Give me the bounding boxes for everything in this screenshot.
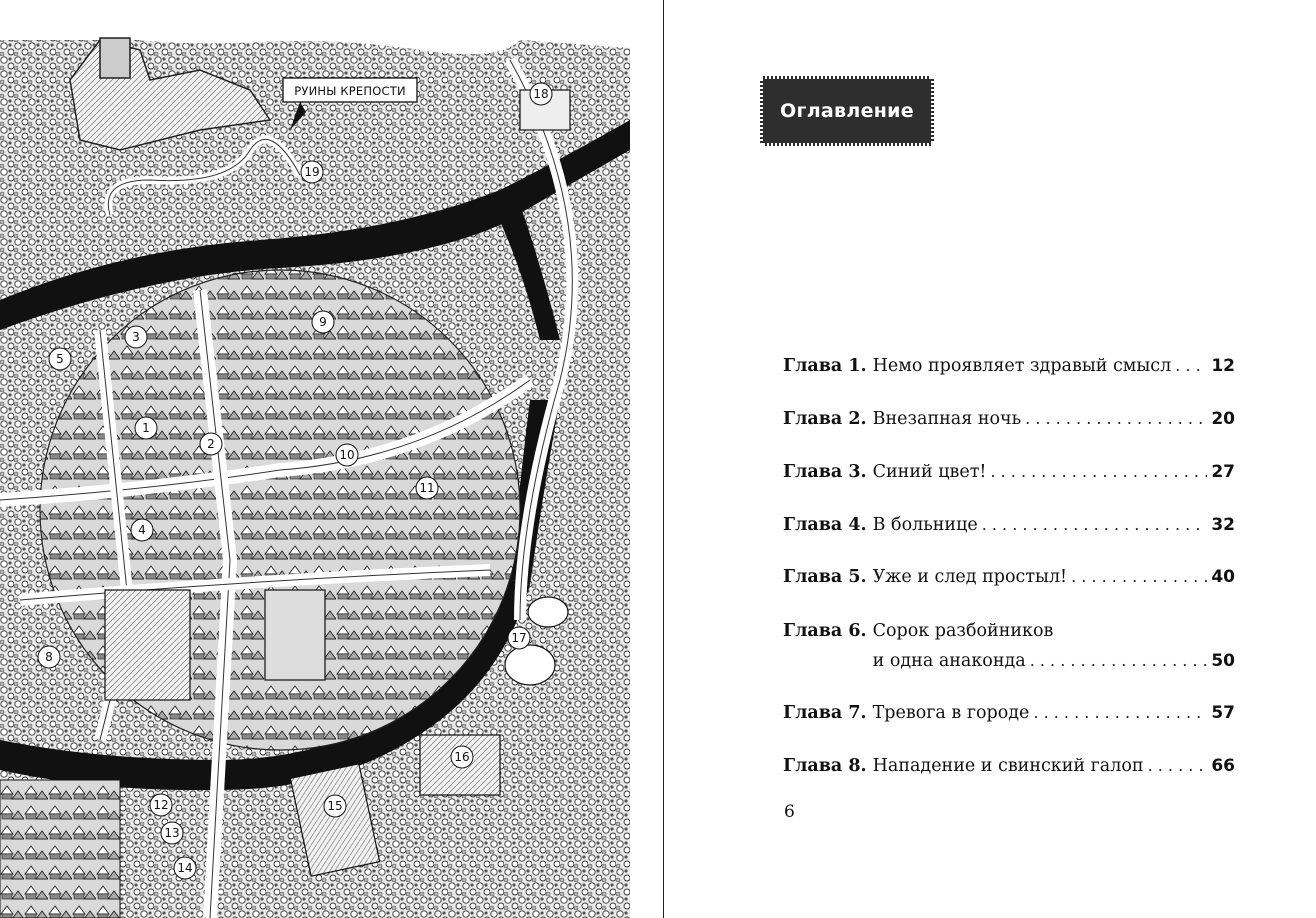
svg-text:18: 18 [533,87,549,101]
map-marker [200,433,222,455]
map-marker [508,627,530,649]
map-marker [125,326,147,348]
dot-leader [1148,756,1208,775]
svg-text:17: 17 [511,631,527,645]
svg-text:4: 4 [138,523,146,537]
chapter-title: Сорок разбойников [872,621,1054,641]
chapter-label: Глава 7. [783,703,867,723]
toc-entry-8 [783,756,1235,782]
map-marker [324,795,346,817]
svg-text:13: 13 [164,826,180,840]
chapter-title: Нападение и свинский галоп [872,756,1144,776]
chapter-page: 50 [1211,651,1235,671]
toc-entry-6-continued [783,651,1235,677]
svg-text:2: 2 [207,437,215,451]
dot-leader [990,462,1207,481]
chapter-page: 32 [1211,515,1235,535]
toc-entry-2 [783,409,1235,435]
svg-text:11: 11 [419,481,435,495]
dot-leader [982,515,1208,534]
map-marker [174,857,196,879]
chapter-label: Глава 3. [783,462,867,482]
chapter-title: Тревога в городе [872,703,1030,723]
svg-text:16: 16 [454,750,470,764]
map-marker [336,444,358,466]
toc-entry-5 [783,567,1235,593]
toc-entry-6 [783,621,1235,647]
svg-text:РУИНЫ КРЕПОСТИ: РУИНЫ КРЕПОСТИ [294,84,406,98]
svg-text:10: 10 [339,448,355,462]
svg-text:9: 9 [319,315,327,329]
svg-text:5: 5 [56,352,64,366]
map-label-ruins [283,78,417,102]
chapter-label: Глава 2. [783,409,867,429]
chapter-title: Немо проявляет здравый смысл [872,356,1172,376]
map-marker [416,477,438,499]
svg-text:1: 1 [142,421,150,435]
chapter-title-line2: и одна анаконда [872,651,1026,671]
chapter-label: Глава 5. [783,567,867,587]
chapter-page: 57 [1211,703,1235,723]
chapter-label: Глава 4. [783,515,867,535]
svg-text:3: 3 [132,330,140,344]
contents-title-badge [760,76,934,146]
contents-title: Оглавление [780,100,914,122]
page-number: 6 [784,802,795,822]
map-marker [161,822,183,844]
map-marker [530,83,552,105]
chapter-label: Глава 6. [783,621,867,641]
chapter-page: 66 [1211,756,1235,776]
map-marker [131,519,153,541]
svg-text:12: 12 [153,798,169,812]
chapter-page: 20 [1211,409,1235,429]
chapter-page: 40 [1211,567,1235,587]
svg-text:8: 8 [45,650,53,664]
chapter-title: Синий цвет! [872,462,987,482]
svg-text:19: 19 [304,165,320,179]
chapter-page: 27 [1211,462,1235,482]
toc-entry-4 [783,515,1235,541]
map-marker [451,746,473,768]
map-marker [38,646,60,668]
dot-leader [1025,409,1207,428]
chapter-title: Внезапная ночь [872,409,1022,429]
dot-leader [1033,703,1207,722]
chapter-page: 12 [1211,356,1235,376]
dot-leader [1030,651,1208,670]
map-marker [49,348,71,370]
toc-entry-1 [783,356,1235,382]
map-marker [150,794,172,816]
svg-text:14: 14 [177,861,193,875]
svg-text:15: 15 [327,799,343,813]
chapter-title: В больнице [872,515,978,535]
map-marker [301,161,323,183]
dot-leader [1175,356,1207,375]
toc-entry-7 [783,703,1235,729]
map-marker [135,417,157,439]
dot-leader [1071,567,1207,586]
map-marker [312,311,334,333]
contents-page [664,0,1316,918]
toc-entry-3 [783,462,1235,488]
chapter-title: Уже и след простыл! [872,567,1068,587]
chapter-label: Глава 1. [783,356,867,376]
chapter-label: Глава 8. [783,756,867,776]
